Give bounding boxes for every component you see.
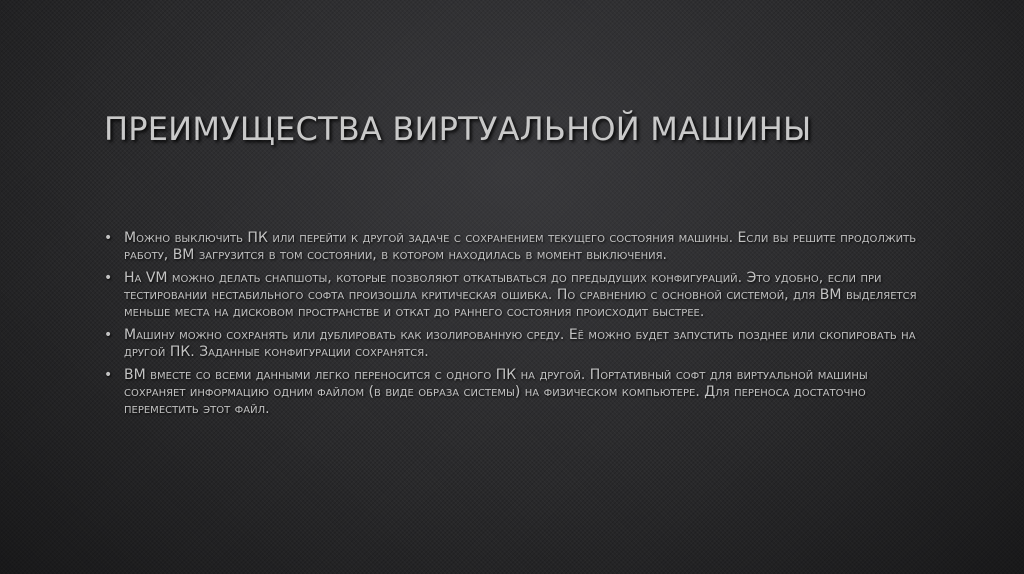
bullet-list <box>104 230 924 424</box>
bullet-item <box>104 230 924 264</box>
bullet-item <box>104 270 924 321</box>
bullet-item <box>104 367 924 418</box>
bullet-marker: • <box>104 230 113 246</box>
bullet-marker: • <box>104 367 113 383</box>
bullet-marker: • <box>104 327 113 343</box>
bullet-item <box>104 327 924 361</box>
bullet-text: На VM можно делать снапшоты, которые позволяют откатываться до предыдущих конфигураций. Это удобно, если при тестировании нестабильного софта произошла критическая ошибка. По сравнению с основной системой, для ВМ выделяется меньше места на дисковом пространстве и откат до раннего состояния происходит быстрее. <box>124 270 917 320</box>
bullet-text: ВМ вместе со всеми данными легко переносится с одного ПК на другой. Портативный софт для виртуальной машины сохраняет информацию одним файлом (в виде образа системы) на физическом компьютере. Для переноса достаточно переместить этот файл. <box>124 367 868 417</box>
bullet-text: Машину можно сохранять или дублировать как изолированную среду. Её можно будет запустить позднее или скопировать на другой ПК. Заданные конфигурации сохранятся. <box>124 327 916 360</box>
bullet-text: Можно выключить ПК или перейти к другой задаче с сохранением текущего состояния машины. Если вы решите продолжить работу, ВМ загрузится в том состоянии, в котором находилась в момент выключения. <box>124 230 917 263</box>
bullet-marker: • <box>104 270 113 286</box>
slide-title: ПРЕИМУЩЕСТВА ВИРТУАЛЬНОЙ МАШИНЫ <box>104 110 812 148</box>
